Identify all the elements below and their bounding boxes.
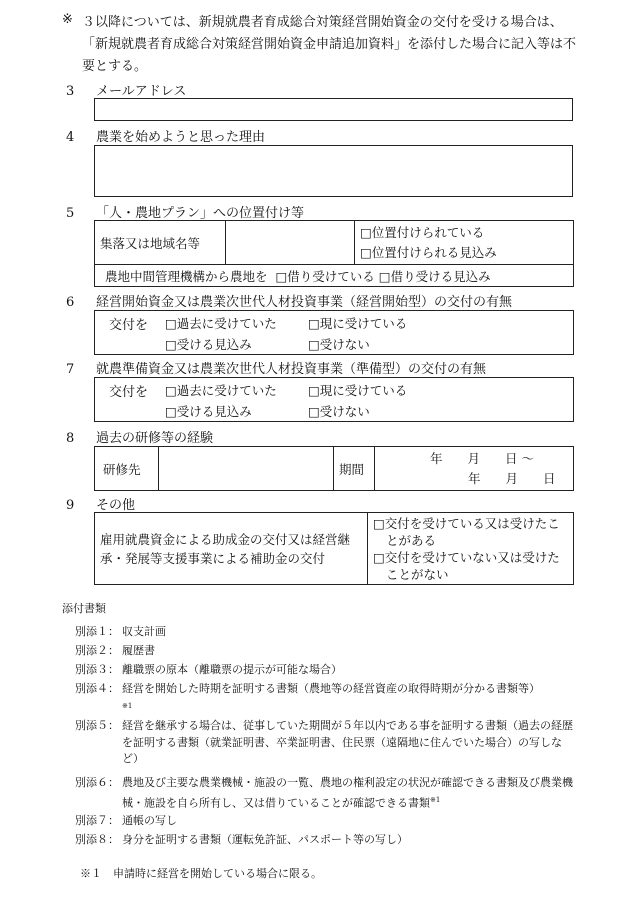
footnote: ※１ 申請時に経営を開始している場合に限る。 (80, 867, 322, 880)
s6-option-expected[interactable]: □受ける見込み (165, 337, 252, 352)
attachment-text: 収支計画 (122, 625, 166, 638)
section-7-title: 就農準備資金又は農業次世代人材投資事業（準備型）の交付の有無 (96, 362, 487, 377)
reason-field[interactable] (94, 145, 573, 197)
section-9-title: その他 (96, 498, 136, 513)
area-label (95, 221, 226, 265)
farmland-label: 農地中間管理機構から農地を (105, 268, 268, 284)
section-7-number: 7 (66, 362, 75, 377)
attachment-text: 通帳の写し (122, 814, 177, 827)
training-input[interactable] (159, 447, 334, 491)
note-text (82, 12, 577, 78)
period-end: 年 月 日 (468, 470, 556, 486)
note-mark: ※ (62, 12, 73, 27)
farmland-option-expected[interactable]: □借り受ける見込み (378, 268, 491, 284)
attachment-label: 別添３： (75, 663, 119, 676)
attachment-5 (75, 718, 580, 768)
attachment-label: 別添７： (75, 814, 119, 827)
section-7-header (66, 358, 486, 377)
section-6-number: 6 (66, 295, 75, 310)
section-3-title: メールアドレス (96, 84, 187, 99)
section-7-box (94, 377, 574, 422)
period-label-text: 期間 (339, 461, 365, 477)
training-label-text: 研修先 (103, 461, 141, 477)
s7-option-past[interactable]: □過去に受けていた (165, 383, 277, 398)
section-9-number: 9 (66, 498, 75, 513)
attachment-label: 別添８： (75, 833, 119, 846)
training-label (95, 447, 159, 491)
section-4-number: 4 (66, 130, 75, 145)
s7-option-none[interactable]: □受けない (308, 404, 370, 419)
s6-option-none[interactable]: □受けない (308, 337, 370, 352)
section-8-title: 過去の研修等の経験 (96, 431, 214, 446)
attachment-3 (75, 662, 580, 679)
period-label (334, 447, 375, 491)
attachment-text: 履歴書 (122, 644, 155, 657)
section-5-table (94, 220, 574, 287)
attachment-6 (75, 775, 580, 812)
section-9-header (66, 494, 135, 513)
subsidy-options (368, 513, 574, 585)
farmland-option-renting[interactable]: □借り受けている (275, 268, 375, 284)
footnote-ref: ※1 (430, 795, 441, 804)
s7-option-current[interactable]: □現に受けている (308, 383, 408, 398)
attachment-7 (75, 813, 580, 830)
section-6-label: 交付を (109, 318, 149, 333)
subsidy-option-not-received[interactable]: □交付を受けていない又は受けたことがない (373, 549, 560, 582)
attachment-label: 別添４： (75, 682, 119, 695)
area-input[interactable] (226, 221, 355, 265)
attachment-1 (75, 624, 580, 641)
section-3-number: 3 (66, 84, 75, 99)
section-5-title: 「人・農地プラン」への位置付け等 (96, 206, 305, 221)
attachment-label: 別添５： (75, 719, 119, 732)
section-6-box (94, 310, 574, 355)
period-start: 年 月 日 ～ (430, 450, 534, 466)
attachment-text: 経営を開始した時期を証明する書類（農地等の経営資産の取得時期が分かる書類等） (122, 682, 540, 695)
attachment-text: 離職票の原本（離職票の提示が可能な場合） (122, 663, 342, 676)
farmland-row (95, 265, 574, 287)
s6-option-past[interactable]: □過去に受けていた (165, 316, 277, 331)
section-4-header (66, 126, 265, 145)
attachment-text: 経営を継承する場合は、従事していた期間が５年以内である事を証明する書類（過去の経歴を証明する書類（就業証明書、卒業証明書、住民票（遠隔地に住んでいた場合）の写しなど） (122, 719, 573, 765)
plan-options (355, 221, 574, 265)
attachment-8 (75, 832, 580, 849)
note-body: ３以降については、新規就農者育成総合対策経営開始資金の交付を受ける場合は、「新規就農者育成総合対策経営開始資金申請追加資料」を添付した場合に記入等は不要とする。 (82, 15, 577, 74)
section-3-header (66, 80, 186, 99)
section-8-table (94, 446, 574, 491)
subsidy-option-received[interactable]: □交付を受けている又は受けたことがある (373, 515, 560, 548)
section-4-title: 農業を始めようと思った理由 (96, 130, 266, 145)
section-9-table (94, 512, 574, 585)
attachment-label: 別添１： (75, 625, 119, 638)
attachment-text: 農地及び主要な農業機械・施設の一覧、農地の権利設定の状況が確認できる書類及び農業機械・施設を自ら所有し、又は借りていることが確認できる書類 (122, 776, 573, 810)
section-6-header (66, 291, 512, 310)
subsidy-desc (95, 513, 368, 585)
plan-option-positioned[interactable]: □位置付けられている (360, 224, 485, 240)
section-7-label: 交付を (109, 385, 149, 400)
subsidy-desc-text: 雇用就農資金による助成金の交付又は経営継承・発展等支援事業による補助金の交付 (100, 531, 351, 566)
email-field[interactable] (94, 98, 573, 121)
s6-option-current[interactable]: □現に受けている (308, 316, 408, 331)
period-dates[interactable] (375, 447, 574, 491)
attachments-heading: 添付書類 (62, 602, 106, 615)
section-5-header (66, 202, 304, 221)
attachment-label: 別添２： (75, 644, 119, 657)
section-5-number: 5 (66, 206, 75, 221)
area-label-text: 集落又は地域名等 (100, 235, 201, 251)
section-8-number: 8 (66, 431, 75, 446)
attachment-2 (75, 643, 580, 660)
attachment-4-note (75, 698, 580, 718)
section-8-header (66, 427, 213, 446)
attachment-text: 身分を証明する書類（運転免許証、パスポート等の写し） (122, 833, 408, 846)
attachment-4 (75, 681, 580, 718)
attachment-label: 別添６： (75, 776, 119, 789)
s7-option-expected[interactable]: □受ける見込み (165, 404, 252, 419)
section-6-title: 経営開始資金又は農業次世代人材投資事業（経営開始型）の交付の有無 (96, 295, 513, 310)
plan-option-expected[interactable]: □位置付けられる見込み (360, 244, 497, 260)
footnote-ref: ※1 (122, 701, 133, 710)
attachment-text-wrap (122, 775, 577, 812)
